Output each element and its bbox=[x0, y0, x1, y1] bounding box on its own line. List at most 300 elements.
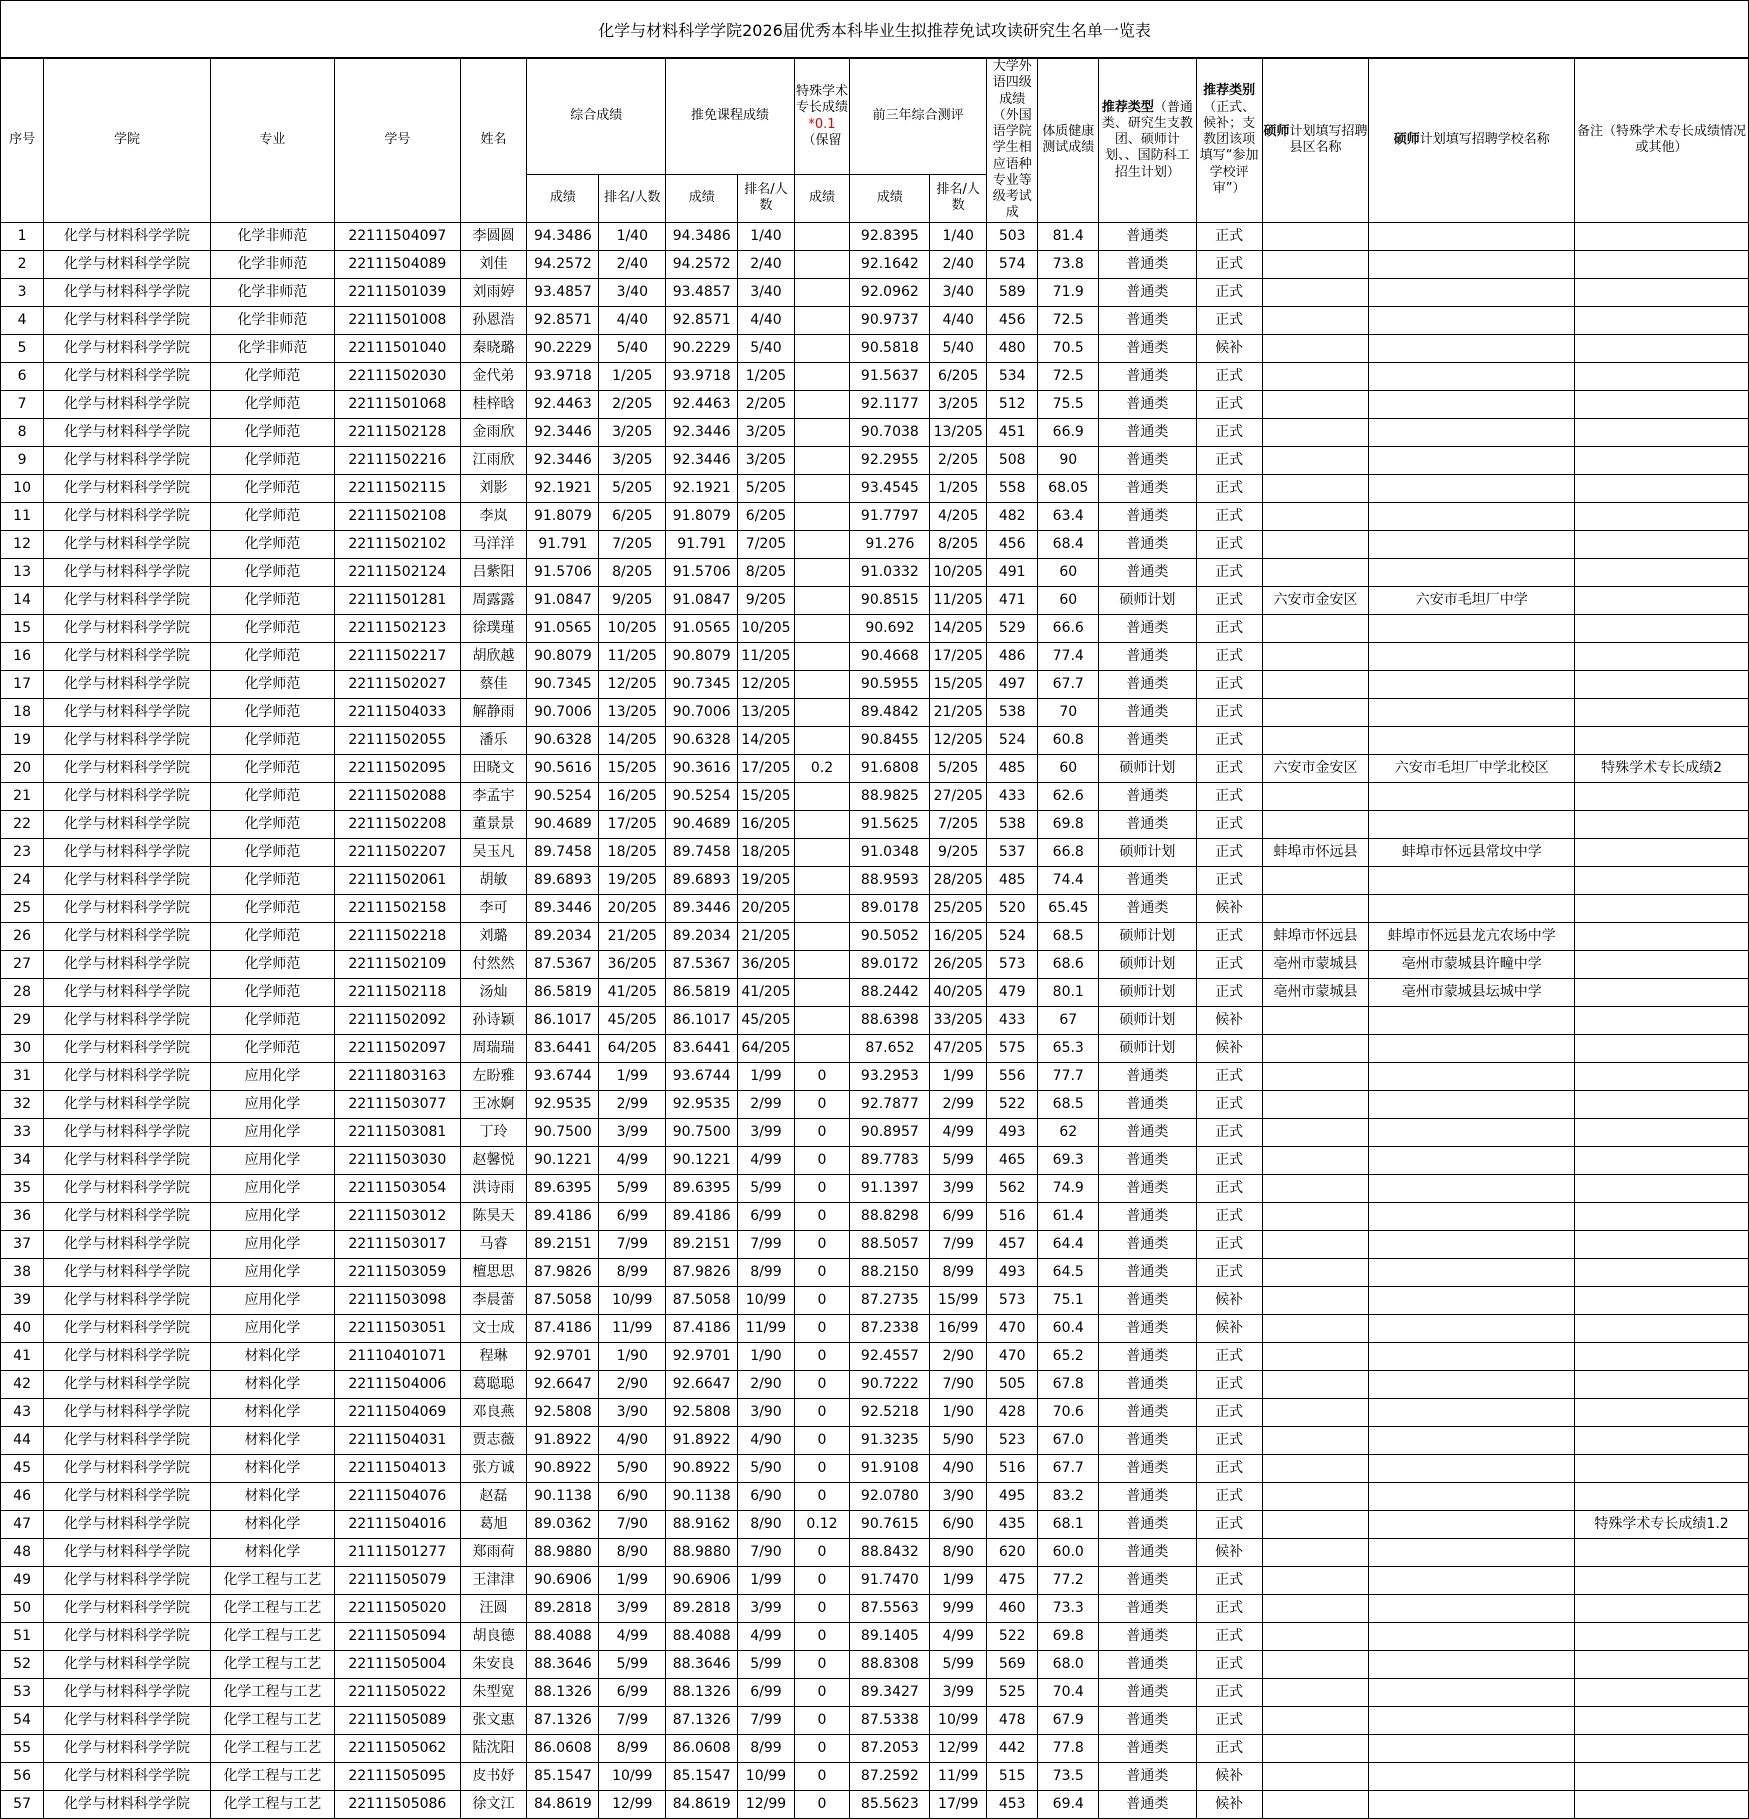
cell-comp-rank[interactable]: 10/99 bbox=[599, 1762, 666, 1790]
cell-name[interactable]: 李孟宇 bbox=[460, 782, 527, 810]
cell-rec-type[interactable]: 硕师计划 bbox=[1099, 586, 1197, 614]
cell-special-score[interactable]: 0 bbox=[794, 1398, 850, 1426]
cell-rec-category[interactable]: 正式 bbox=[1196, 1370, 1262, 1398]
cell-course-rank[interactable]: 3/205 bbox=[738, 446, 795, 474]
cell-seq[interactable]: 24 bbox=[1, 866, 44, 894]
cell-course-rank[interactable]: 3/205 bbox=[738, 418, 795, 446]
cell-student-id[interactable]: 22111502115 bbox=[335, 474, 460, 502]
cell-remark[interactable] bbox=[1575, 1594, 1749, 1622]
cell-course-rank[interactable]: 1/90 bbox=[738, 1342, 795, 1370]
cell-eval-rank[interactable]: 5/40 bbox=[930, 334, 987, 362]
cell-cet[interactable]: 433 bbox=[987, 1006, 1038, 1034]
cell-major[interactable]: 化学师范 bbox=[210, 446, 334, 474]
cell-eval-score[interactable]: 90.8515 bbox=[850, 586, 930, 614]
cell-course-score[interactable]: 85.1547 bbox=[666, 1762, 738, 1790]
cell-course-score[interactable]: 90.1221 bbox=[666, 1146, 738, 1174]
cell-school[interactable] bbox=[1369, 1510, 1575, 1538]
cell-special-score[interactable]: 0 bbox=[794, 1482, 850, 1510]
cell-school[interactable] bbox=[1369, 474, 1575, 502]
cell-health[interactable]: 67 bbox=[1038, 1006, 1099, 1034]
cell-eval-score[interactable]: 92.7877 bbox=[850, 1090, 930, 1118]
cell-student-id[interactable]: 22111502102 bbox=[335, 530, 460, 558]
cell-seq[interactable]: 43 bbox=[1, 1398, 44, 1426]
cell-course-score[interactable]: 92.1921 bbox=[666, 474, 738, 502]
cell-county[interactable] bbox=[1262, 278, 1369, 306]
cell-cet[interactable]: 620 bbox=[987, 1538, 1038, 1566]
cell-cet[interactable]: 522 bbox=[987, 1090, 1038, 1118]
cell-name[interactable]: 胡敏 bbox=[460, 866, 527, 894]
cell-comp-score[interactable]: 91.791 bbox=[527, 530, 599, 558]
cell-cet[interactable]: 456 bbox=[987, 306, 1038, 334]
cell-rec-category[interactable]: 正式 bbox=[1196, 726, 1262, 754]
cell-rec-category[interactable]: 正式 bbox=[1196, 362, 1262, 390]
cell-rec-category[interactable]: 正式 bbox=[1196, 1650, 1262, 1678]
cell-comp-score[interactable]: 90.2229 bbox=[527, 334, 599, 362]
cell-college[interactable]: 化学与材料科学学院 bbox=[44, 1230, 211, 1258]
cell-eval-score[interactable]: 91.0332 bbox=[850, 558, 930, 586]
cell-eval-rank[interactable]: 6/205 bbox=[930, 362, 987, 390]
cell-seq[interactable]: 13 bbox=[1, 558, 44, 586]
cell-special-score[interactable] bbox=[794, 474, 850, 502]
cell-student-id[interactable]: 22111502208 bbox=[335, 810, 460, 838]
cell-remark[interactable] bbox=[1575, 1146, 1749, 1174]
cell-health[interactable]: 60.0 bbox=[1038, 1538, 1099, 1566]
cell-course-rank[interactable]: 64/205 bbox=[738, 1034, 795, 1062]
cell-comp-score[interactable]: 87.9826 bbox=[527, 1258, 599, 1286]
cell-major[interactable]: 应用化学 bbox=[210, 1286, 334, 1314]
cell-college[interactable]: 化学与材料科学学院 bbox=[44, 1174, 211, 1202]
cell-rec-category[interactable]: 正式 bbox=[1196, 866, 1262, 894]
cell-comp-score[interactable]: 93.6744 bbox=[527, 1062, 599, 1090]
cell-cet[interactable]: 465 bbox=[987, 1146, 1038, 1174]
cell-major[interactable]: 材料化学 bbox=[210, 1510, 334, 1538]
cell-rec-type[interactable]: 普通类 bbox=[1099, 698, 1197, 726]
cell-rec-type[interactable]: 普通类 bbox=[1099, 1482, 1197, 1510]
cell-comp-rank[interactable]: 2/99 bbox=[599, 1090, 666, 1118]
cell-eval-score[interactable]: 87.2592 bbox=[850, 1762, 930, 1790]
cell-county[interactable] bbox=[1262, 1398, 1369, 1426]
cell-course-score[interactable]: 91.8922 bbox=[666, 1426, 738, 1454]
cell-name[interactable]: 徐璞瑾 bbox=[460, 614, 527, 642]
cell-seq[interactable]: 36 bbox=[1, 1202, 44, 1230]
cell-course-score[interactable]: 90.8922 bbox=[666, 1454, 738, 1482]
cell-course-rank[interactable]: 4/90 bbox=[738, 1426, 795, 1454]
cell-remark[interactable] bbox=[1575, 278, 1749, 306]
cell-health[interactable]: 69.3 bbox=[1038, 1146, 1099, 1174]
cell-student-id[interactable]: 22111503030 bbox=[335, 1146, 460, 1174]
cell-special-score[interactable]: 0 bbox=[794, 1230, 850, 1258]
cell-comp-score[interactable]: 92.4463 bbox=[527, 390, 599, 418]
cell-rec-category[interactable]: 正式 bbox=[1196, 1230, 1262, 1258]
cell-comp-rank[interactable]: 11/205 bbox=[599, 642, 666, 670]
cell-eval-score[interactable]: 91.276 bbox=[850, 530, 930, 558]
cell-eval-score[interactable]: 85.5623 bbox=[850, 1790, 930, 1818]
cell-eval-rank[interactable]: 7/99 bbox=[930, 1230, 987, 1258]
cell-special-score[interactable] bbox=[794, 334, 850, 362]
cell-rec-category[interactable]: 正式 bbox=[1196, 922, 1262, 950]
cell-special-score[interactable] bbox=[794, 642, 850, 670]
cell-major[interactable]: 化学师范 bbox=[210, 642, 334, 670]
cell-rec-category[interactable]: 正式 bbox=[1196, 1678, 1262, 1706]
cell-school[interactable] bbox=[1369, 1370, 1575, 1398]
cell-remark[interactable] bbox=[1575, 530, 1749, 558]
cell-county[interactable] bbox=[1262, 1426, 1369, 1454]
cell-rec-category[interactable]: 候补 bbox=[1196, 334, 1262, 362]
cell-county[interactable] bbox=[1262, 782, 1369, 810]
cell-school[interactable] bbox=[1369, 1174, 1575, 1202]
cell-major[interactable]: 应用化学 bbox=[210, 1230, 334, 1258]
cell-name[interactable]: 吴玉凡 bbox=[460, 838, 527, 866]
cell-name[interactable]: 汤灿 bbox=[460, 978, 527, 1006]
cell-seq[interactable]: 32 bbox=[1, 1090, 44, 1118]
cell-course-score[interactable]: 93.4857 bbox=[666, 278, 738, 306]
cell-major[interactable]: 应用化学 bbox=[210, 1062, 334, 1090]
cell-eval-rank[interactable]: 26/205 bbox=[930, 950, 987, 978]
cell-college[interactable]: 化学与材料科学学院 bbox=[44, 334, 211, 362]
cell-student-id[interactable]: 22111504089 bbox=[335, 250, 460, 278]
cell-school[interactable]: 蚌埠市怀远县常坟中学 bbox=[1369, 838, 1575, 866]
cell-remark[interactable] bbox=[1575, 1426, 1749, 1454]
cell-college[interactable]: 化学与材料科学学院 bbox=[44, 1706, 211, 1734]
cell-eval-score[interactable]: 89.7783 bbox=[850, 1146, 930, 1174]
cell-eval-rank[interactable]: 10/99 bbox=[930, 1706, 987, 1734]
cell-school[interactable] bbox=[1369, 866, 1575, 894]
cell-student-id[interactable]: 22111502217 bbox=[335, 642, 460, 670]
cell-special-score[interactable] bbox=[794, 810, 850, 838]
cell-health[interactable]: 60 bbox=[1038, 754, 1099, 782]
cell-school[interactable] bbox=[1369, 418, 1575, 446]
cell-major[interactable]: 化学工程与工艺 bbox=[210, 1622, 334, 1650]
cell-special-score[interactable] bbox=[794, 222, 850, 250]
cell-cet[interactable]: 428 bbox=[987, 1398, 1038, 1426]
cell-rec-category[interactable]: 正式 bbox=[1196, 1118, 1262, 1146]
cell-student-id[interactable]: 22111505022 bbox=[335, 1678, 460, 1706]
cell-eval-score[interactable]: 91.7470 bbox=[850, 1566, 930, 1594]
cell-comp-rank[interactable]: 1/90 bbox=[599, 1342, 666, 1370]
cell-remark[interactable] bbox=[1575, 1034, 1749, 1062]
cell-rec-type[interactable]: 普通类 bbox=[1099, 1706, 1197, 1734]
cell-eval-rank[interactable]: 13/205 bbox=[930, 418, 987, 446]
cell-comp-score[interactable]: 87.1326 bbox=[527, 1706, 599, 1734]
cell-course-rank[interactable]: 5/40 bbox=[738, 334, 795, 362]
cell-name[interactable]: 邓良燕 bbox=[460, 1398, 527, 1426]
cell-course-rank[interactable]: 19/205 bbox=[738, 866, 795, 894]
cell-special-score[interactable]: 0 bbox=[794, 1146, 850, 1174]
cell-cet[interactable]: 493 bbox=[987, 1118, 1038, 1146]
cell-course-rank[interactable]: 6/90 bbox=[738, 1482, 795, 1510]
cell-name[interactable]: 洪诗雨 bbox=[460, 1174, 527, 1202]
cell-health[interactable]: 69.4 bbox=[1038, 1790, 1099, 1818]
cell-student-id[interactable]: 22111504097 bbox=[335, 222, 460, 250]
cell-eval-score[interactable]: 88.5057 bbox=[850, 1230, 930, 1258]
cell-comp-rank[interactable]: 10/205 bbox=[599, 614, 666, 642]
cell-special-score[interactable]: 0 bbox=[794, 1566, 850, 1594]
cell-course-score[interactable]: 91.8079 bbox=[666, 502, 738, 530]
cell-comp-score[interactable]: 89.6893 bbox=[527, 866, 599, 894]
cell-rec-type[interactable]: 普通类 bbox=[1099, 1734, 1197, 1762]
cell-college[interactable]: 化学与材料科学学院 bbox=[44, 1370, 211, 1398]
cell-rec-type[interactable]: 普通类 bbox=[1099, 418, 1197, 446]
cell-remark[interactable]: 特殊学术专长成绩1.2 bbox=[1575, 1510, 1749, 1538]
cell-county[interactable]: 蚌埠市怀远县 bbox=[1262, 922, 1369, 950]
cell-rec-type[interactable]: 普通类 bbox=[1099, 1762, 1197, 1790]
cell-course-rank[interactable]: 6/99 bbox=[738, 1202, 795, 1230]
cell-health[interactable]: 70.4 bbox=[1038, 1678, 1099, 1706]
cell-course-score[interactable]: 87.5367 bbox=[666, 950, 738, 978]
cell-cet[interactable]: 569 bbox=[987, 1650, 1038, 1678]
cell-school[interactable] bbox=[1369, 1034, 1575, 1062]
cell-cet[interactable]: 485 bbox=[987, 754, 1038, 782]
cell-seq[interactable]: 27 bbox=[1, 950, 44, 978]
cell-major[interactable]: 化学师范 bbox=[210, 474, 334, 502]
cell-comp-score[interactable]: 91.8079 bbox=[527, 502, 599, 530]
cell-county[interactable] bbox=[1262, 1650, 1369, 1678]
cell-eval-rank[interactable]: 17/99 bbox=[930, 1790, 987, 1818]
cell-county[interactable] bbox=[1262, 670, 1369, 698]
cell-rec-category[interactable]: 正式 bbox=[1196, 278, 1262, 306]
cell-remark[interactable] bbox=[1575, 1454, 1749, 1482]
cell-special-score[interactable] bbox=[794, 698, 850, 726]
cell-county[interactable] bbox=[1262, 1370, 1369, 1398]
cell-major[interactable]: 材料化学 bbox=[210, 1538, 334, 1566]
cell-course-score[interactable]: 89.6893 bbox=[666, 866, 738, 894]
cell-student-id[interactable]: 22111505020 bbox=[335, 1594, 460, 1622]
cell-major[interactable]: 应用化学 bbox=[210, 1258, 334, 1286]
cell-comp-rank[interactable]: 13/205 bbox=[599, 698, 666, 726]
cell-special-score[interactable]: 0 bbox=[794, 1370, 850, 1398]
cell-eval-score[interactable]: 91.0348 bbox=[850, 838, 930, 866]
cell-special-score[interactable]: 0 bbox=[794, 1174, 850, 1202]
cell-health[interactable]: 67.9 bbox=[1038, 1706, 1099, 1734]
cell-student-id[interactable]: 22111502123 bbox=[335, 614, 460, 642]
cell-rec-category[interactable]: 正式 bbox=[1196, 838, 1262, 866]
cell-seq[interactable]: 37 bbox=[1, 1230, 44, 1258]
cell-remark[interactable]: 特殊学术专长成绩2 bbox=[1575, 754, 1749, 782]
cell-eval-score[interactable]: 87.2053 bbox=[850, 1734, 930, 1762]
cell-college[interactable]: 化学与材料科学学院 bbox=[44, 754, 211, 782]
cell-rec-category[interactable]: 正式 bbox=[1196, 1594, 1262, 1622]
cell-comp-score[interactable]: 85.1547 bbox=[527, 1762, 599, 1790]
cell-remark[interactable] bbox=[1575, 1286, 1749, 1314]
cell-college[interactable]: 化学与材料科学学院 bbox=[44, 1314, 211, 1342]
cell-health[interactable]: 75.1 bbox=[1038, 1286, 1099, 1314]
cell-special-score[interactable]: 0 bbox=[794, 1062, 850, 1090]
cell-cet[interactable]: 538 bbox=[987, 810, 1038, 838]
cell-health[interactable]: 69.8 bbox=[1038, 1622, 1099, 1650]
cell-major[interactable]: 化学师范 bbox=[210, 782, 334, 810]
cell-eval-score[interactable]: 90.5052 bbox=[850, 922, 930, 950]
cell-eval-rank[interactable]: 3/40 bbox=[930, 278, 987, 306]
cell-special-score[interactable]: 0 bbox=[794, 1762, 850, 1790]
cell-college[interactable]: 化学与材料科学学院 bbox=[44, 474, 211, 502]
cell-student-id[interactable]: 22111503098 bbox=[335, 1286, 460, 1314]
cell-eval-score[interactable]: 91.5625 bbox=[850, 810, 930, 838]
cell-school[interactable] bbox=[1369, 1454, 1575, 1482]
cell-rec-category[interactable]: 候补 bbox=[1196, 1538, 1262, 1566]
cell-name[interactable]: 刘璐 bbox=[460, 922, 527, 950]
cell-comp-score[interactable]: 90.6906 bbox=[527, 1566, 599, 1594]
cell-cet[interactable]: 475 bbox=[987, 1566, 1038, 1594]
cell-course-rank[interactable]: 41/205 bbox=[738, 978, 795, 1006]
cell-eval-score[interactable]: 89.3427 bbox=[850, 1678, 930, 1706]
cell-special-score[interactable]: 0 bbox=[794, 1258, 850, 1286]
cell-school[interactable] bbox=[1369, 1650, 1575, 1678]
cell-county[interactable] bbox=[1262, 642, 1369, 670]
cell-remark[interactable] bbox=[1575, 922, 1749, 950]
cell-eval-score[interactable]: 90.692 bbox=[850, 614, 930, 642]
cell-rec-category[interactable]: 正式 bbox=[1196, 1426, 1262, 1454]
cell-course-rank[interactable]: 21/205 bbox=[738, 922, 795, 950]
cell-major[interactable]: 应用化学 bbox=[210, 1314, 334, 1342]
cell-eval-rank[interactable]: 21/205 bbox=[930, 698, 987, 726]
cell-comp-rank[interactable]: 6/99 bbox=[599, 1202, 666, 1230]
cell-seq[interactable]: 14 bbox=[1, 586, 44, 614]
cell-seq[interactable]: 6 bbox=[1, 362, 44, 390]
cell-name[interactable]: 周露露 bbox=[460, 586, 527, 614]
cell-eval-score[interactable]: 87.652 bbox=[850, 1034, 930, 1062]
cell-rec-type[interactable]: 普通类 bbox=[1099, 1566, 1197, 1594]
cell-health[interactable]: 62 bbox=[1038, 1118, 1099, 1146]
cell-course-rank[interactable]: 3/90 bbox=[738, 1398, 795, 1426]
cell-county[interactable] bbox=[1262, 222, 1369, 250]
cell-seq[interactable]: 12 bbox=[1, 530, 44, 558]
cell-student-id[interactable]: 22111505004 bbox=[335, 1650, 460, 1678]
cell-major[interactable]: 化学师范 bbox=[210, 838, 334, 866]
cell-name[interactable]: 李圆圆 bbox=[460, 222, 527, 250]
cell-special-score[interactable] bbox=[794, 670, 850, 698]
cell-major[interactable]: 化学师范 bbox=[210, 978, 334, 1006]
cell-remark[interactable] bbox=[1575, 1650, 1749, 1678]
cell-eval-score[interactable]: 88.9593 bbox=[850, 866, 930, 894]
cell-remark[interactable] bbox=[1575, 362, 1749, 390]
cell-special-score[interactable]: 0 bbox=[794, 1538, 850, 1566]
cell-health[interactable]: 77.4 bbox=[1038, 642, 1099, 670]
cell-seq[interactable]: 17 bbox=[1, 670, 44, 698]
cell-course-score[interactable]: 90.6328 bbox=[666, 726, 738, 754]
cell-school[interactable] bbox=[1369, 1762, 1575, 1790]
cell-course-score[interactable]: 92.8571 bbox=[666, 306, 738, 334]
cell-course-score[interactable]: 86.5819 bbox=[666, 978, 738, 1006]
cell-county[interactable] bbox=[1262, 1314, 1369, 1342]
cell-comp-score[interactable]: 92.1921 bbox=[527, 474, 599, 502]
cell-cet[interactable]: 537 bbox=[987, 838, 1038, 866]
cell-county[interactable] bbox=[1262, 1286, 1369, 1314]
cell-college[interactable]: 化学与材料科学学院 bbox=[44, 1342, 211, 1370]
cell-cet[interactable]: 491 bbox=[987, 558, 1038, 586]
cell-cet[interactable]: 516 bbox=[987, 1202, 1038, 1230]
cell-major[interactable]: 材料化学 bbox=[210, 1398, 334, 1426]
cell-comp-score[interactable]: 91.5706 bbox=[527, 558, 599, 586]
cell-major[interactable]: 应用化学 bbox=[210, 1202, 334, 1230]
cell-rec-category[interactable]: 正式 bbox=[1196, 670, 1262, 698]
cell-name[interactable]: 郑雨荷 bbox=[460, 1538, 527, 1566]
cell-special-score[interactable] bbox=[794, 950, 850, 978]
cell-major[interactable]: 应用化学 bbox=[210, 1090, 334, 1118]
cell-course-rank[interactable]: 6/205 bbox=[738, 502, 795, 530]
cell-major[interactable]: 材料化学 bbox=[210, 1370, 334, 1398]
cell-seq[interactable]: 34 bbox=[1, 1146, 44, 1174]
cell-cet[interactable]: 574 bbox=[987, 250, 1038, 278]
cell-student-id[interactable]: 21111501277 bbox=[335, 1538, 460, 1566]
cell-county[interactable] bbox=[1262, 1482, 1369, 1510]
cell-student-id[interactable]: 22111504076 bbox=[335, 1482, 460, 1510]
cell-seq[interactable]: 53 bbox=[1, 1678, 44, 1706]
cell-comp-score[interactable]: 88.9880 bbox=[527, 1538, 599, 1566]
cell-school[interactable] bbox=[1369, 782, 1575, 810]
cell-remark[interactable] bbox=[1575, 1174, 1749, 1202]
cell-course-rank[interactable]: 3/99 bbox=[738, 1594, 795, 1622]
cell-course-rank[interactable]: 12/99 bbox=[738, 1790, 795, 1818]
cell-special-score[interactable] bbox=[794, 558, 850, 586]
cell-eval-score[interactable]: 90.5818 bbox=[850, 334, 930, 362]
cell-name[interactable]: 朱安良 bbox=[460, 1650, 527, 1678]
cell-rec-type[interactable]: 普通类 bbox=[1099, 782, 1197, 810]
cell-cet[interactable]: 482 bbox=[987, 502, 1038, 530]
cell-remark[interactable] bbox=[1575, 418, 1749, 446]
cell-remark[interactable] bbox=[1575, 1482, 1749, 1510]
cell-course-score[interactable]: 89.2151 bbox=[666, 1230, 738, 1258]
cell-special-score[interactable]: 0 bbox=[794, 1594, 850, 1622]
cell-eval-score[interactable]: 90.7038 bbox=[850, 418, 930, 446]
cell-school[interactable] bbox=[1369, 810, 1575, 838]
cell-comp-rank[interactable]: 3/40 bbox=[599, 278, 666, 306]
cell-major[interactable]: 化学师范 bbox=[210, 754, 334, 782]
cell-eval-rank[interactable]: 14/205 bbox=[930, 614, 987, 642]
cell-name[interactable]: 李晨蕾 bbox=[460, 1286, 527, 1314]
cell-eval-score[interactable]: 91.1397 bbox=[850, 1174, 930, 1202]
cell-course-score[interactable]: 87.5058 bbox=[666, 1286, 738, 1314]
cell-course-rank[interactable]: 4/99 bbox=[738, 1622, 795, 1650]
cell-county[interactable] bbox=[1262, 502, 1369, 530]
cell-student-id[interactable]: 22111505094 bbox=[335, 1622, 460, 1650]
cell-eval-rank[interactable]: 40/205 bbox=[930, 978, 987, 1006]
cell-eval-score[interactable]: 90.7222 bbox=[850, 1370, 930, 1398]
cell-remark[interactable] bbox=[1575, 446, 1749, 474]
cell-course-score[interactable]: 90.1138 bbox=[666, 1482, 738, 1510]
cell-course-rank[interactable]: 1/99 bbox=[738, 1566, 795, 1594]
cell-course-score[interactable]: 92.6647 bbox=[666, 1370, 738, 1398]
cell-school[interactable] bbox=[1369, 334, 1575, 362]
cell-remark[interactable] bbox=[1575, 586, 1749, 614]
cell-major[interactable]: 化学师范 bbox=[210, 670, 334, 698]
cell-course-rank[interactable]: 3/40 bbox=[738, 278, 795, 306]
cell-remark[interactable] bbox=[1575, 390, 1749, 418]
cell-major[interactable]: 材料化学 bbox=[210, 1482, 334, 1510]
cell-seq[interactable]: 31 bbox=[1, 1062, 44, 1090]
cell-remark[interactable] bbox=[1575, 1790, 1749, 1818]
cell-special-score[interactable] bbox=[794, 922, 850, 950]
cell-seq[interactable]: 22 bbox=[1, 810, 44, 838]
cell-eval-rank[interactable]: 12/99 bbox=[930, 1734, 987, 1762]
cell-cet[interactable]: 573 bbox=[987, 950, 1038, 978]
cell-eval-score[interactable]: 87.2735 bbox=[850, 1286, 930, 1314]
cell-course-rank[interactable]: 15/205 bbox=[738, 782, 795, 810]
cell-cet[interactable]: 486 bbox=[987, 642, 1038, 670]
cell-seq[interactable]: 56 bbox=[1, 1762, 44, 1790]
cell-special-score[interactable] bbox=[794, 894, 850, 922]
cell-course-score[interactable]: 92.4463 bbox=[666, 390, 738, 418]
cell-college[interactable]: 化学与材料科学学院 bbox=[44, 866, 211, 894]
cell-county[interactable] bbox=[1262, 1146, 1369, 1174]
cell-rec-type[interactable]: 硕师计划 bbox=[1099, 978, 1197, 1006]
cell-major[interactable]: 材料化学 bbox=[210, 1342, 334, 1370]
cell-eval-rank[interactable]: 8/205 bbox=[930, 530, 987, 558]
cell-remark[interactable] bbox=[1575, 1062, 1749, 1090]
cell-student-id[interactable]: 22111504016 bbox=[335, 1510, 460, 1538]
cell-remark[interactable] bbox=[1575, 1258, 1749, 1286]
cell-school[interactable] bbox=[1369, 1314, 1575, 1342]
cell-name[interactable]: 马睿 bbox=[460, 1230, 527, 1258]
